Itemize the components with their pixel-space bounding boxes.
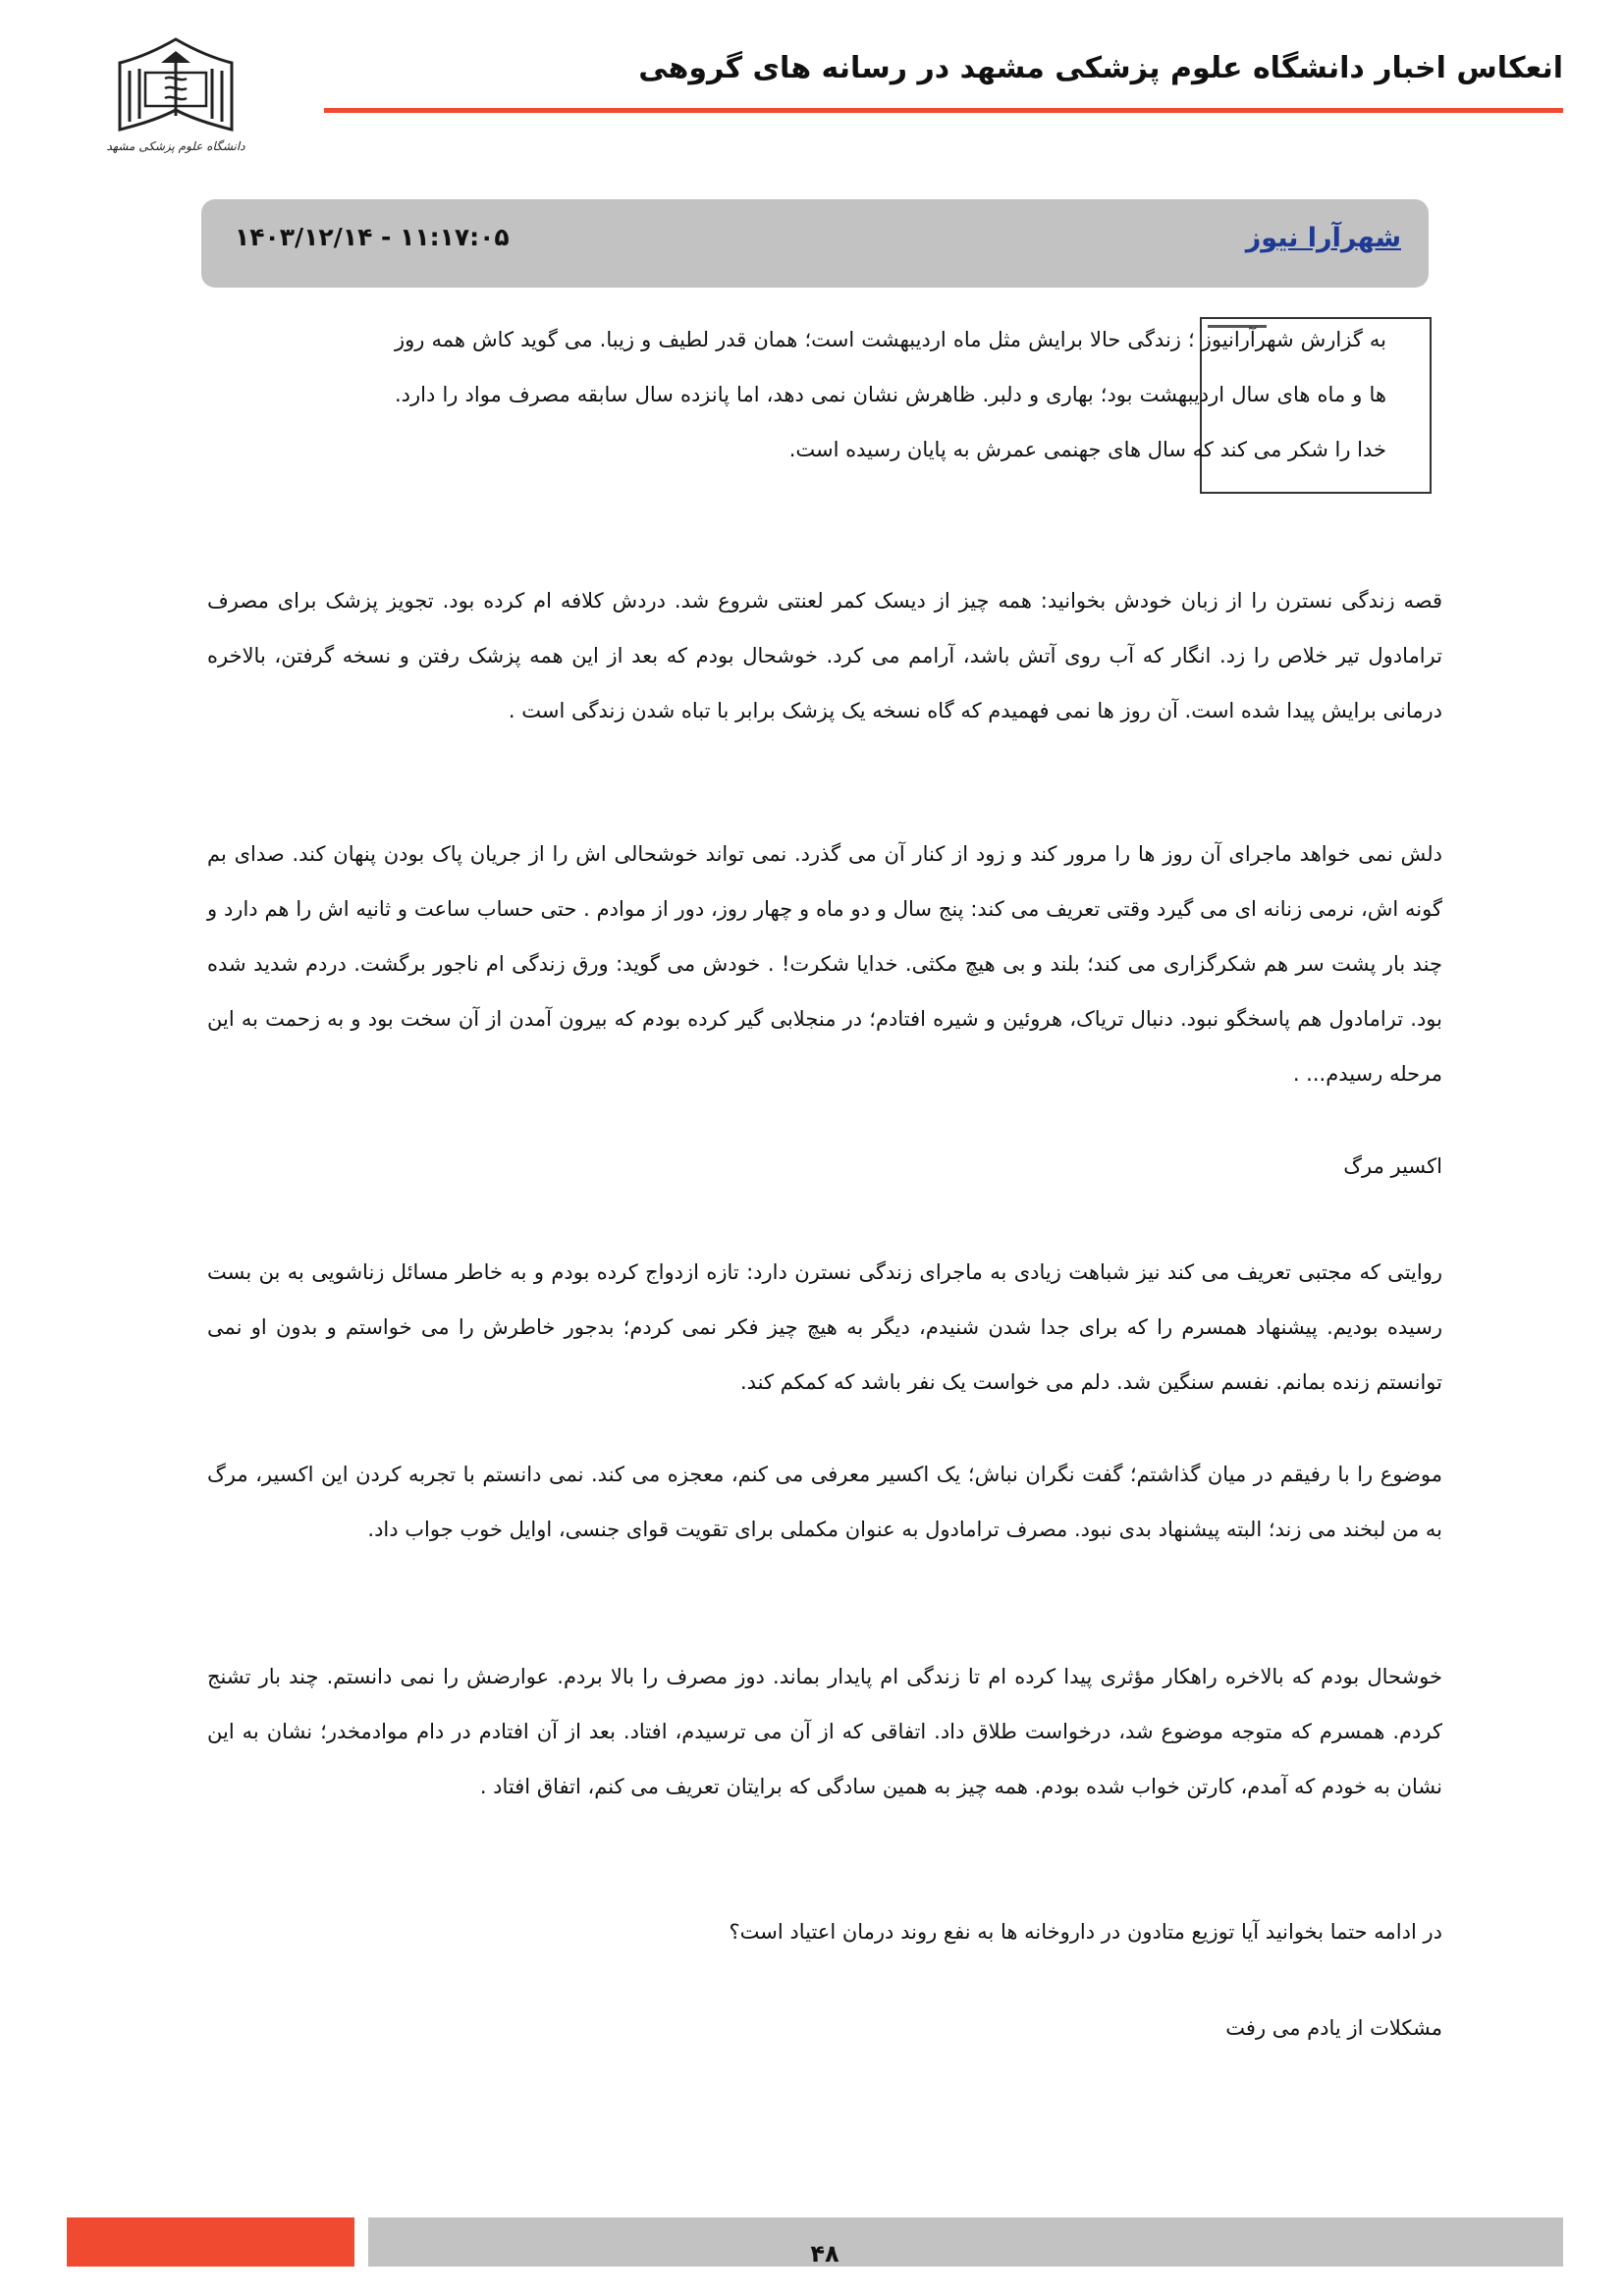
page-number: ۴۸: [810, 2240, 839, 2268]
header-divider: [324, 108, 1563, 113]
article-paragraph: روایتی که مجتبی تعریف می کند نیز شباهت زیادی به ماجرای زندگی نسترن دارد: تازه ازدواج کرده بودم و به خاطر مسائل زناشویی به بن بست رسیده بودیم. پیشنهاد همسرم را که برای جدا شدن شنیدم، دیگر به هیچ چیز فکر نمی کردم؛ بدجور خاطرش را می خواستم و بدون او نمی توانستم زنده بمانم. نفسم سنگین شد. دلم می خواست یک نفر باشد که کمکم کند.: [207, 1260, 1442, 1394]
logo-caption: دانشگاه علوم پزشکی مشهد: [106, 139, 245, 153]
logo-emblem-icon: [106, 33, 245, 141]
article-paragraph: دلش نمی خواهد ماجرای آن روز ها را مرور کند و زود از کنار آن می گذرد. نمی تواند خوشحالی اش را از جریان پاک بودن پنهان کند. صدای بم گونه اش، نرمی زنانه ای می گیرد وقتی تعریف می کند: پنج سال و دو ماه و چهار روز، دور از موادم . حتی حساب ساعت و ثانیه اش را هم دارد و چند بار پشت سر هم شکرگزاری می کند؛ بلند و بی هیچ مکثی. خدایا شکرت! . خودش می گوید: ورق زندگی ام ناجور برگشت. دردم شدید شده بود. ترامادول هم پاسخگو نبود. دنبال تریاک، هروئین و شیره افتادم؛ در منجلابی گیر کرده بودم که بیرون آمدن از آن سخت بود و به زحمت به این مرحله رسیدم... .: [207, 842, 1442, 1086]
footer-bar: [368, 2217, 1563, 2267]
footer-accent-bar: [67, 2217, 354, 2267]
article-intro-paragraph: به گزارش شهرآرانیوز ؛ زندگی حالا برایش مثل ماه اردیبهشت است؛ همان قدر لطیف و زیبا. می گوید کاش همه روز ها و ماه های سال اردیبهشت بود؛ بهاری و دلبر. ظاهرش نشان نمی دهد، اما پانزده سال سابقه مصرف مواد را دارد. خدا را شکر می کند که سال های جهنمی عمرش به پایان رسیده است.: [395, 328, 1386, 461]
university-logo: [106, 33, 245, 166]
page-header-title: انعکاس اخبار دانشگاه علوم پزشکی مشهد در رسانه های گروهی: [638, 51, 1563, 85]
article-datetime: ۱۴۰۳/۱۲/۱۴ - ۱۱:۱۷:۰۵: [235, 223, 510, 251]
article-paragraph: قصه زندگی نسترن را از زبان خودش بخوانید: همه چیز از دیسک کمر لعنتی شروع شد. دردش کلافه ام کرده بود. تجویز پزشک برای مصرف ترامادول تیر خلاص را زد. انگار که آب روی آتش باشد، آرامم می کرد. خوشحال بودم که بعد از این همه پزشک رفتن و نسخه گرفتن، بالاخره درمانی برایش پیدا شده است. آن روز ها نمی فهمیدم که گاه نسخه یک پزشک برابر با تباه شدن زندگی است .: [207, 589, 1442, 722]
article-paragraph: مشکلات از یادم می رفت: [1225, 2016, 1442, 2040]
article-paragraph: خوشحال بودم که بالاخره راهکار مؤثری پیدا کرده ام تا زندگی ام پایدار بماند. دوز مصرف را بالا بردم. عوارضش را نمی دانستم. چند بار تشنج کردم. همسرم که متوجه موضوع شد، درخواست طلاق داد. اتفاقی که از آن می ترسیدم، افتاد. بعد از آن افتادم در دام موادمخدر؛ نشان به این نشان به خودم که آمدم، کارتن خواب شده بودم. همه چیز به همین سادگی که برایتان تعریف می کنم، اتفاق افتاد .: [207, 1665, 1442, 1798]
article-paragraph: موضوع را با رفیقم در میان گذاشتم؛ گفت نگران نباش؛ یک اکسیر معرفی می کنم، معجزه می کند. نمی دانستم با تجربه کردن این اکسیر، مرگ به من لبخند می زند؛ البته پیشنهاد بدی نبود. مصرف ترامادول به عنوان مکملی برای تقویت قوای جنسی، اوایل خوب جواب داد.: [207, 1463, 1442, 1541]
article-paragraph: در ادامه حتما بخوانید آیا توزیع متادون در داروخانه ها به نفع روند درمان اعتیاد است؟: [729, 1920, 1442, 1944]
source-link[interactable]: شهرآرا نیوز: [1245, 223, 1401, 253]
article-source-bar: [201, 199, 1429, 288]
article-subheading: اکسیر مرگ: [1343, 1154, 1442, 1178]
